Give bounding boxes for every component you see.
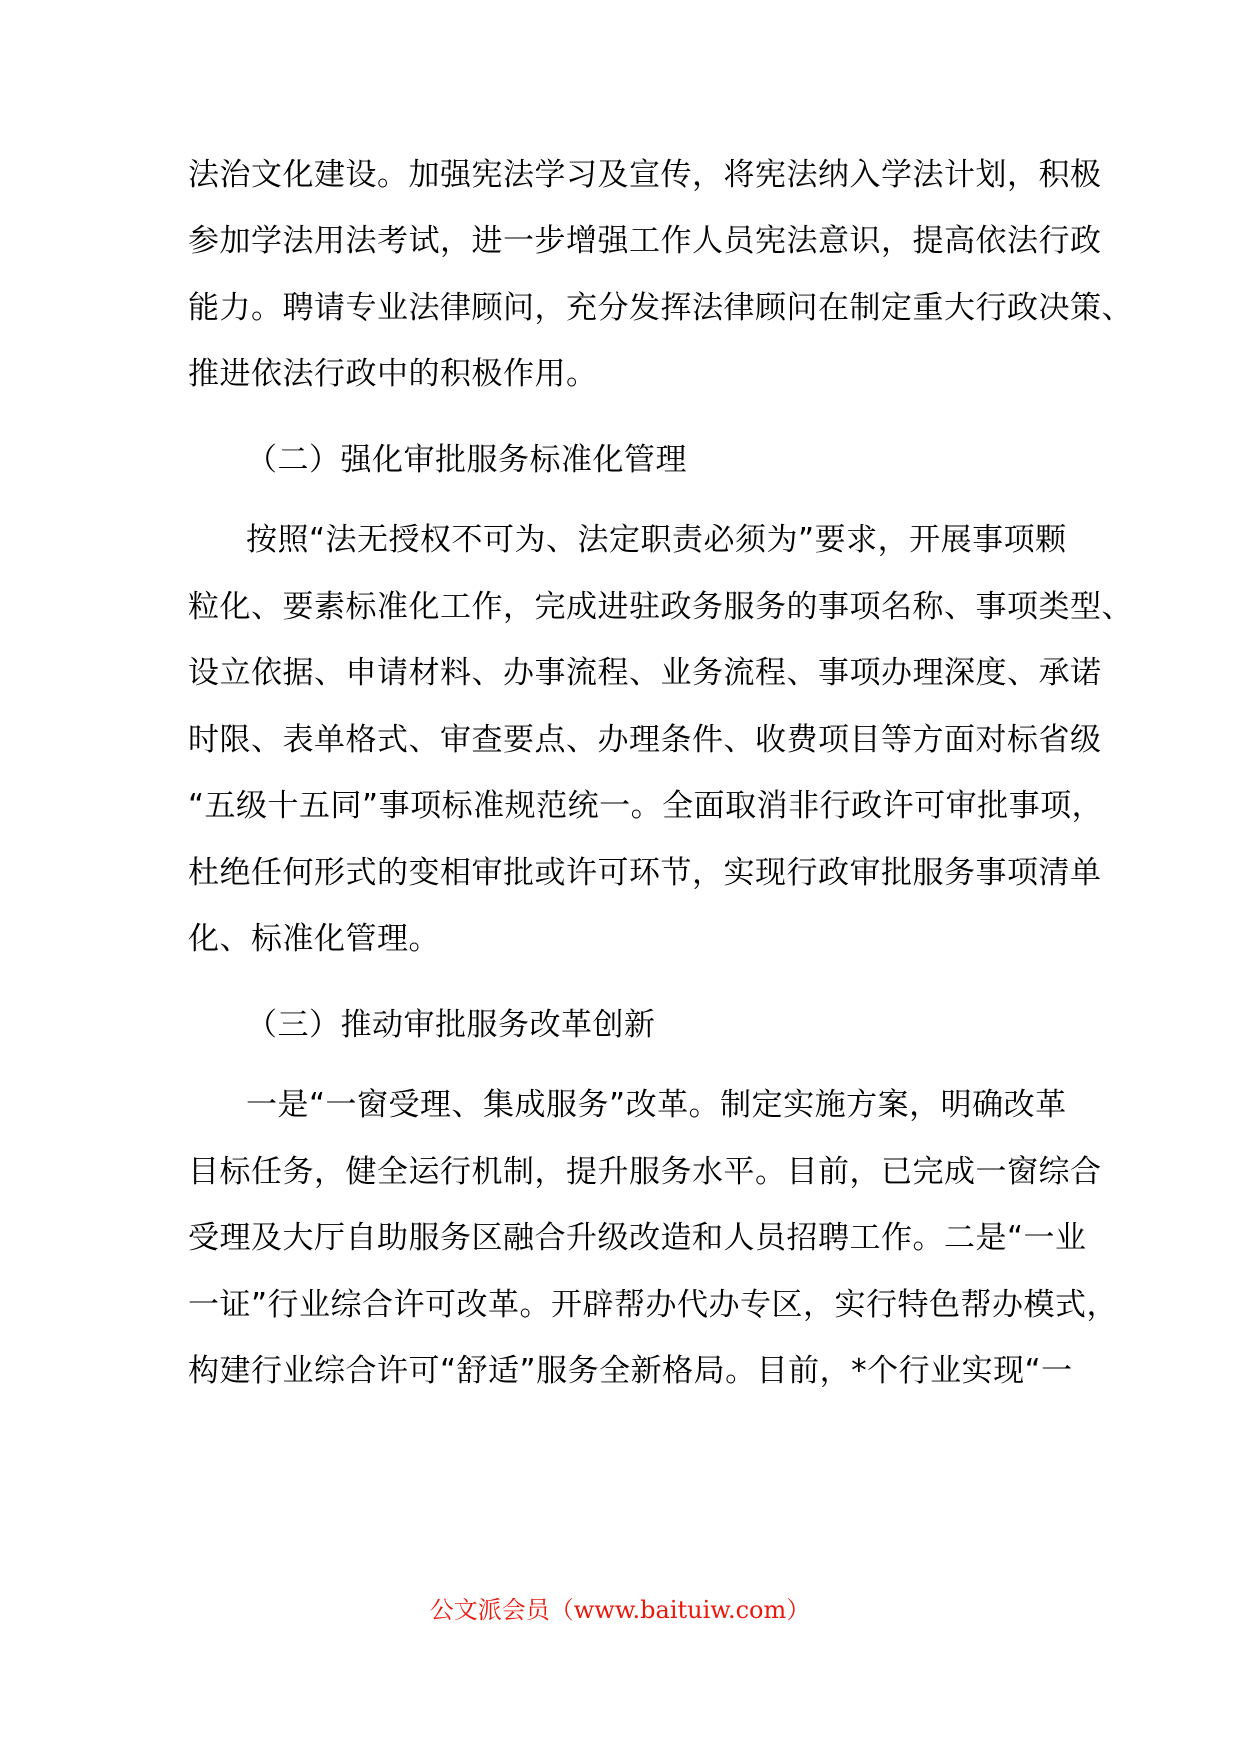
paragraph-line: 时限、表单格式、审查要点、办理条件、收费项目等方面对标省级 xyxy=(188,722,1102,758)
paragraph-line: 按照“法无授权不可为、法定职责必须为”要求，开展事项颗 xyxy=(246,522,1067,558)
paragraph-line: 设立依据、申请材料、办事流程、业务流程、事项办理深度、承诺 xyxy=(188,655,1102,691)
paragraph-line: “五级十五同”事项标准规范统一。全面取消非行政许可审批事项， xyxy=(188,788,1104,824)
paragraph-line: 法治文化建设。加强宪法学习及宣传，将宪法纳入学法计划，积极 xyxy=(188,157,1102,193)
paragraph-line: 推进依法行政中的积极作用。 xyxy=(188,356,598,392)
paragraph-line: 目标任务，健全运行机制，提升服务水平。目前，已完成一窗综合 xyxy=(188,1154,1102,1190)
paragraph-line: 化、标准化管理。 xyxy=(188,921,440,957)
paragraph-line: 受理及大厅自助服务区融合升级改造和人员招聘工作。二是“一业 xyxy=(188,1220,1087,1256)
footer-watermark: 公文派会员（www.baituiw.com） xyxy=(429,1596,811,1624)
section-heading: （三）推动审批服务改革创新 xyxy=(246,1007,656,1043)
paragraph-line: 一证”行业综合许可改革。开辟帮办代办专区，实行特色帮办模式， xyxy=(188,1287,1119,1323)
paragraph-line: 参加学法用法考试，进一步增强工作人员宪法意识，提高依法行政 xyxy=(188,223,1102,259)
section-heading: （二）强化审批服务标准化管理 xyxy=(246,442,687,478)
paragraph-line: 能力。聘请专业法律顾问，充分发挥法律顾问在制定重大行政决策、 xyxy=(188,290,1133,326)
paragraph-line: 粒化、要素标准化工作，完成进驻政务服务的事项名称、事项类型、 xyxy=(188,589,1133,625)
paragraph-line: 构建行业综合许可“舒适”服务全新格局。目前，*个行业实现“一 xyxy=(188,1353,1073,1389)
paragraph-line: 一是“一窗受理、集成服务”改革。制定实施方案，明确改革 xyxy=(246,1087,1067,1123)
paragraph-line: 杜绝任何形式的变相审批或许可环节，实现行政审批服务事项清单 xyxy=(188,855,1102,891)
